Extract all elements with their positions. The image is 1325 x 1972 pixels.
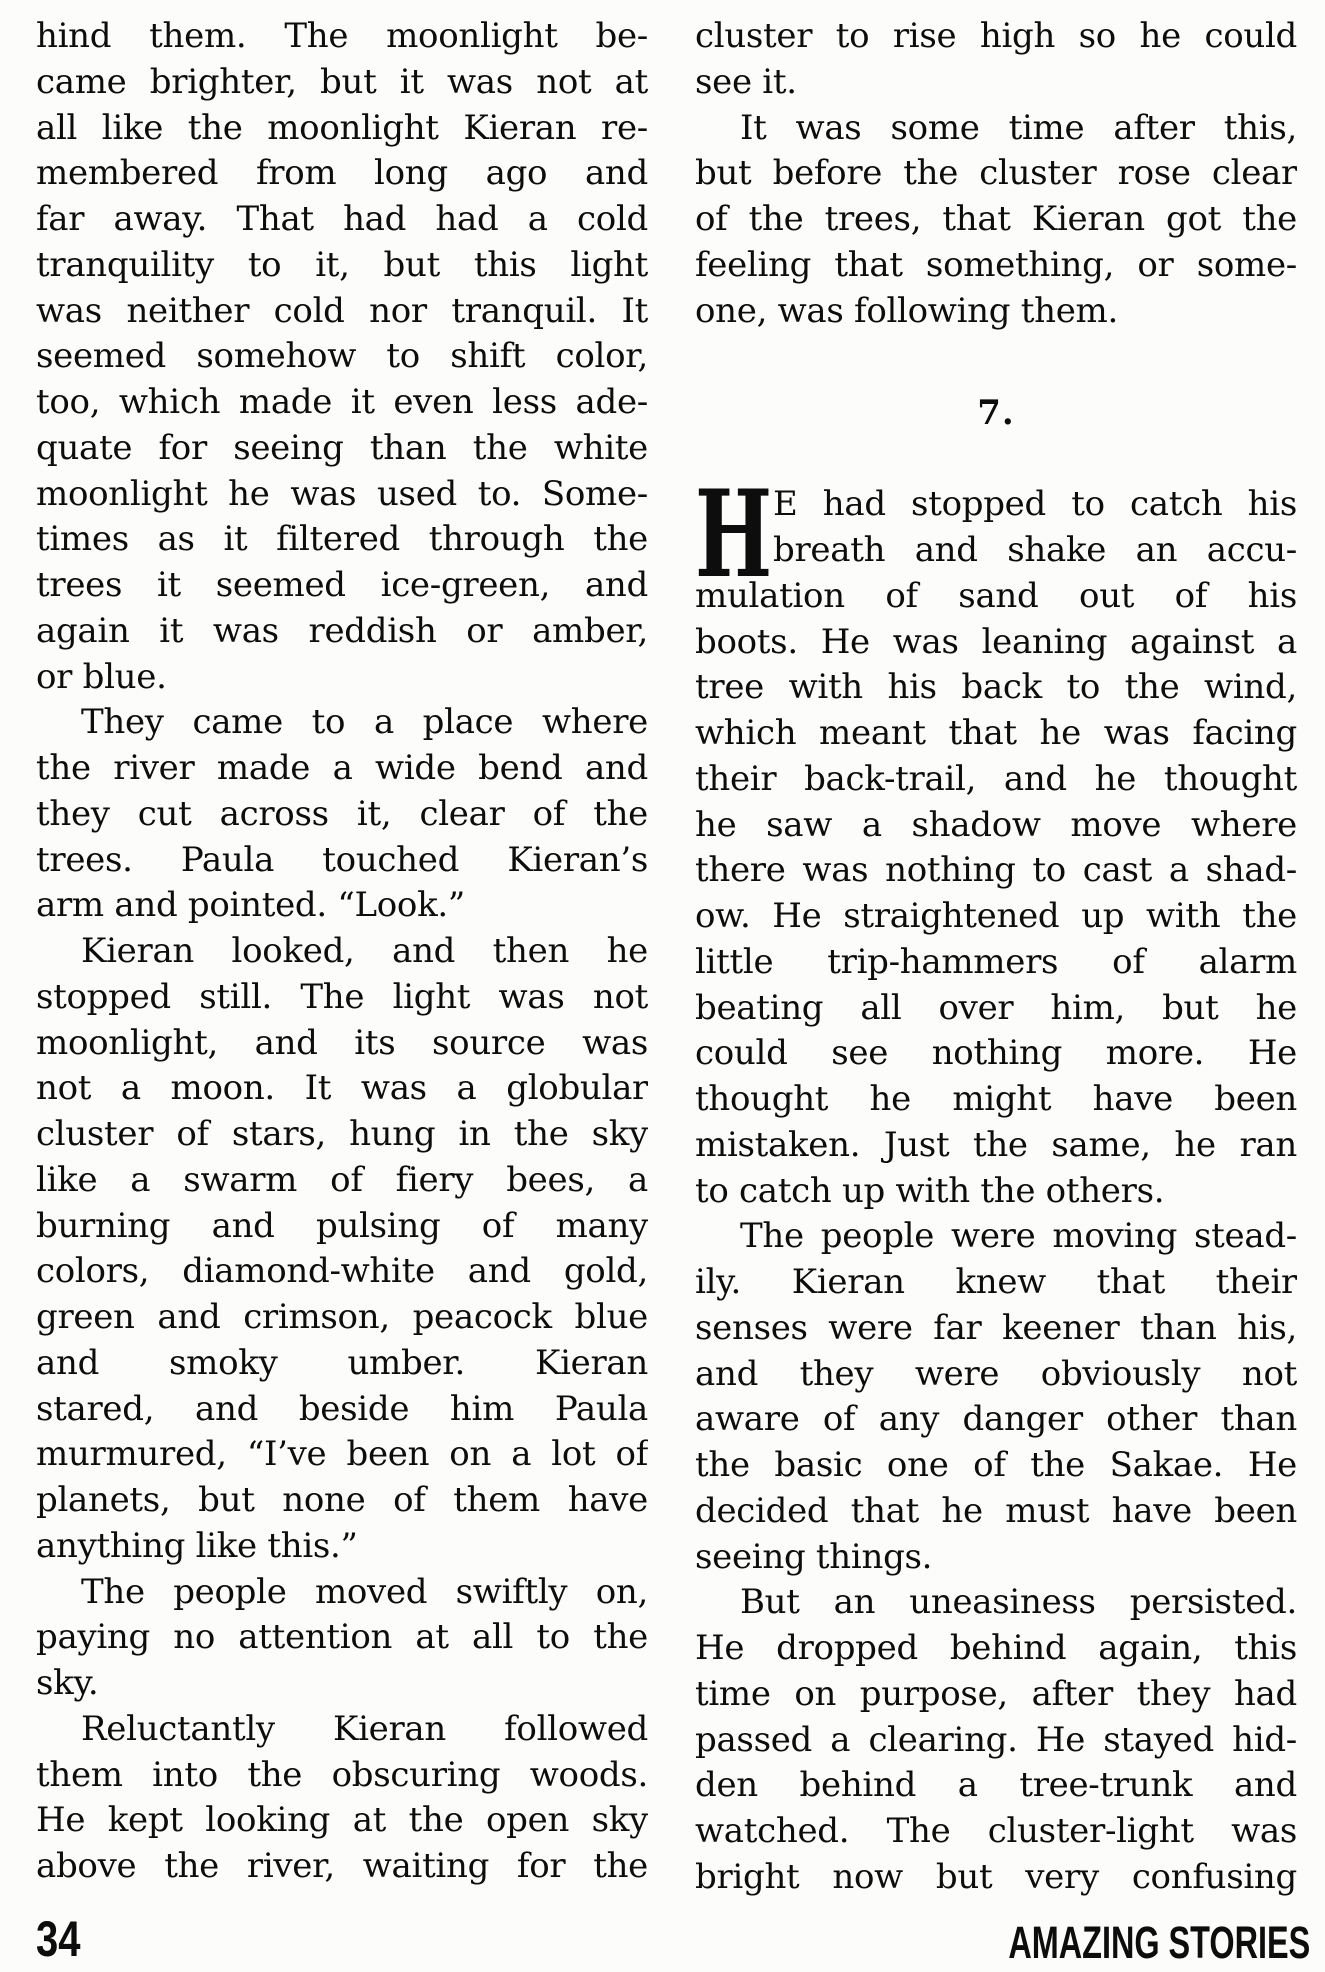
text-line: tree with his back to the wind, bbox=[695, 667, 1297, 708]
text-line: The people were moving stead- bbox=[740, 1216, 1297, 1257]
text-line: they cut across it, clear of the bbox=[36, 793, 648, 834]
text-line: and they were obviously not bbox=[695, 1353, 1297, 1394]
text-line: Reluctantly Kieran followed bbox=[81, 1708, 648, 1749]
text-line: quate for seeing than the white bbox=[36, 427, 648, 468]
text-line: and smoky umber. Kieran bbox=[36, 1342, 648, 1383]
paragraph bbox=[695, 464, 1297, 1214]
text-line: Kieran looked, and then he bbox=[81, 931, 648, 971]
text-line: planets, but none of them have bbox=[36, 1480, 648, 1520]
text-line: but before the cluster rose clear bbox=[695, 153, 1297, 194]
text-line: to catch up with the others. bbox=[695, 1170, 1165, 1211]
text-line: beating all over him, but he bbox=[695, 987, 1297, 1028]
text-line: their back-trail, and he thought bbox=[695, 758, 1297, 799]
text-line: trees. Paula touched Kieran’s bbox=[36, 839, 648, 880]
right-column-bottom bbox=[695, 464, 1297, 1900]
drop-cap: H bbox=[695, 464, 773, 606]
text-line: little trip-hammers of alarm bbox=[695, 941, 1297, 982]
text-line: They came to a place where bbox=[81, 702, 648, 743]
text-line: see it. bbox=[695, 61, 797, 102]
text-line: all like the moonlight Kieran re- bbox=[36, 107, 648, 148]
text-line: above the river, waiting for the bbox=[36, 1846, 648, 1886]
text-line: or blue. bbox=[36, 656, 167, 697]
text-line: mistaken. Just the same, he ran bbox=[695, 1124, 1297, 1165]
text-line: sky. bbox=[36, 1663, 99, 1703]
text-line: arm and pointed. “Look.” bbox=[36, 885, 465, 926]
text-line: stared, and beside him Paula bbox=[36, 1388, 648, 1429]
text-line: of the trees, that Kieran got the bbox=[695, 199, 1297, 239]
text-line: moonlight, and its source was bbox=[36, 1022, 648, 1063]
paragraph bbox=[36, 14, 648, 700]
text-line: which meant that he was facing bbox=[695, 713, 1297, 753]
text-line: murmured, “I’ve been on a lot of bbox=[36, 1434, 648, 1475]
text-line: boots. He was leaning against a bbox=[695, 621, 1297, 662]
text-line: far away. That had had a cold bbox=[36, 199, 648, 239]
text-line: cluster to rise high so he could bbox=[695, 16, 1297, 56]
text-line: den behind a tree-trunk and bbox=[695, 1765, 1297, 1806]
text-line: thought he might have been bbox=[695, 1079, 1297, 1119]
text-line: senses were far keener than his, bbox=[695, 1307, 1297, 1348]
text-line: bright now but very confusing bbox=[695, 1856, 1297, 1897]
text-line: decided that he must have been bbox=[695, 1490, 1297, 1531]
text-line: the basic one of the Sakae. He bbox=[695, 1445, 1297, 1485]
text-line: seeing things. bbox=[695, 1536, 933, 1577]
text-line: them into the obscuring woods. bbox=[36, 1754, 648, 1795]
paragraph bbox=[36, 1707, 648, 1890]
text-line: The people moved swiftly on, bbox=[81, 1571, 648, 1612]
text-line: came brighter, but it was not at bbox=[36, 61, 648, 102]
text-line: green and crimson, peacock blue bbox=[36, 1297, 648, 1337]
text-line: trees it seemed ice-green, and bbox=[36, 565, 648, 605]
text-line: seemed somehow to shift color, bbox=[36, 336, 648, 377]
left-column bbox=[36, 14, 648, 1890]
text-line: time on purpose, after they had bbox=[695, 1673, 1297, 1714]
text-line: like a swarm of fiery bees, a bbox=[36, 1159, 648, 1200]
text-line: burning and pulsing of many bbox=[36, 1205, 648, 1246]
paragraph bbox=[36, 1570, 648, 1707]
text-line: was neither cold nor tranquil. It bbox=[36, 290, 648, 331]
paragraph bbox=[36, 929, 648, 1570]
paragraph bbox=[695, 1214, 1297, 1580]
text-line: cluster of stars, hung in the sky bbox=[36, 1114, 648, 1154]
page-number: 34 bbox=[36, 1911, 81, 1967]
paragraph bbox=[695, 106, 1297, 335]
text-line: too, which made it even less ade- bbox=[36, 382, 648, 422]
text-line: ily. Kieran knew that their bbox=[695, 1262, 1297, 1302]
text-line: one, was following them. bbox=[695, 290, 1118, 331]
text-line: hind them. The moonlight be- bbox=[36, 16, 648, 56]
text-line: colors, diamond-white and gold, bbox=[36, 1251, 648, 1292]
text-line: He dropped behind again, this bbox=[695, 1628, 1297, 1668]
text-line: the river made a wide bend and bbox=[36, 748, 648, 788]
text-line: could see nothing more. He bbox=[695, 1033, 1297, 1074]
paragraph bbox=[36, 700, 648, 929]
text-line: aware of any danger other than bbox=[695, 1399, 1297, 1440]
text-line: watched. The cluster-light was bbox=[695, 1811, 1297, 1851]
section-heading: 7. bbox=[977, 393, 1015, 434]
paragraph bbox=[695, 1580, 1297, 1900]
text-line: there was nothing to cast a shad- bbox=[695, 850, 1297, 891]
right-column-top bbox=[695, 14, 1297, 334]
text-line: anything like this.” bbox=[36, 1525, 358, 1566]
text-line: tranquility to it, but this light bbox=[36, 244, 648, 285]
text-line: It was some time after this, bbox=[740, 107, 1297, 148]
running-title: AMAZING STORIES bbox=[1008, 1917, 1310, 1968]
text-line: membered from long ago and bbox=[36, 153, 648, 194]
text-line: mulation of sand out of his bbox=[695, 575, 1297, 616]
paragraph bbox=[695, 14, 1297, 106]
text-line: moonlight he was used to. Some- bbox=[36, 473, 648, 514]
text-line: He kept looking at the open sky bbox=[36, 1800, 648, 1841]
text-line: But an uneasiness persisted. bbox=[740, 1582, 1297, 1623]
text-line: feeling that something, or some- bbox=[695, 244, 1297, 285]
text-line: he saw a shadow move where bbox=[695, 804, 1297, 845]
text-line: E had stopped to catch his bbox=[773, 484, 1297, 525]
text-line: passed a clearing. He stayed hid- bbox=[695, 1719, 1297, 1760]
right-column bbox=[695, 14, 1297, 1901]
text-line: not a moon. It was a globular bbox=[36, 1068, 648, 1109]
text-line: again it was reddish or amber, bbox=[36, 610, 648, 651]
text-line: stopped still. The light was not bbox=[36, 976, 648, 1017]
text-line: paying no attention at all to the bbox=[36, 1617, 648, 1658]
text-line: times as it filtered through the bbox=[36, 519, 648, 560]
text-line: ow. He straightened up with the bbox=[695, 896, 1297, 936]
text-line: breath and shake an accu- bbox=[773, 530, 1297, 570]
